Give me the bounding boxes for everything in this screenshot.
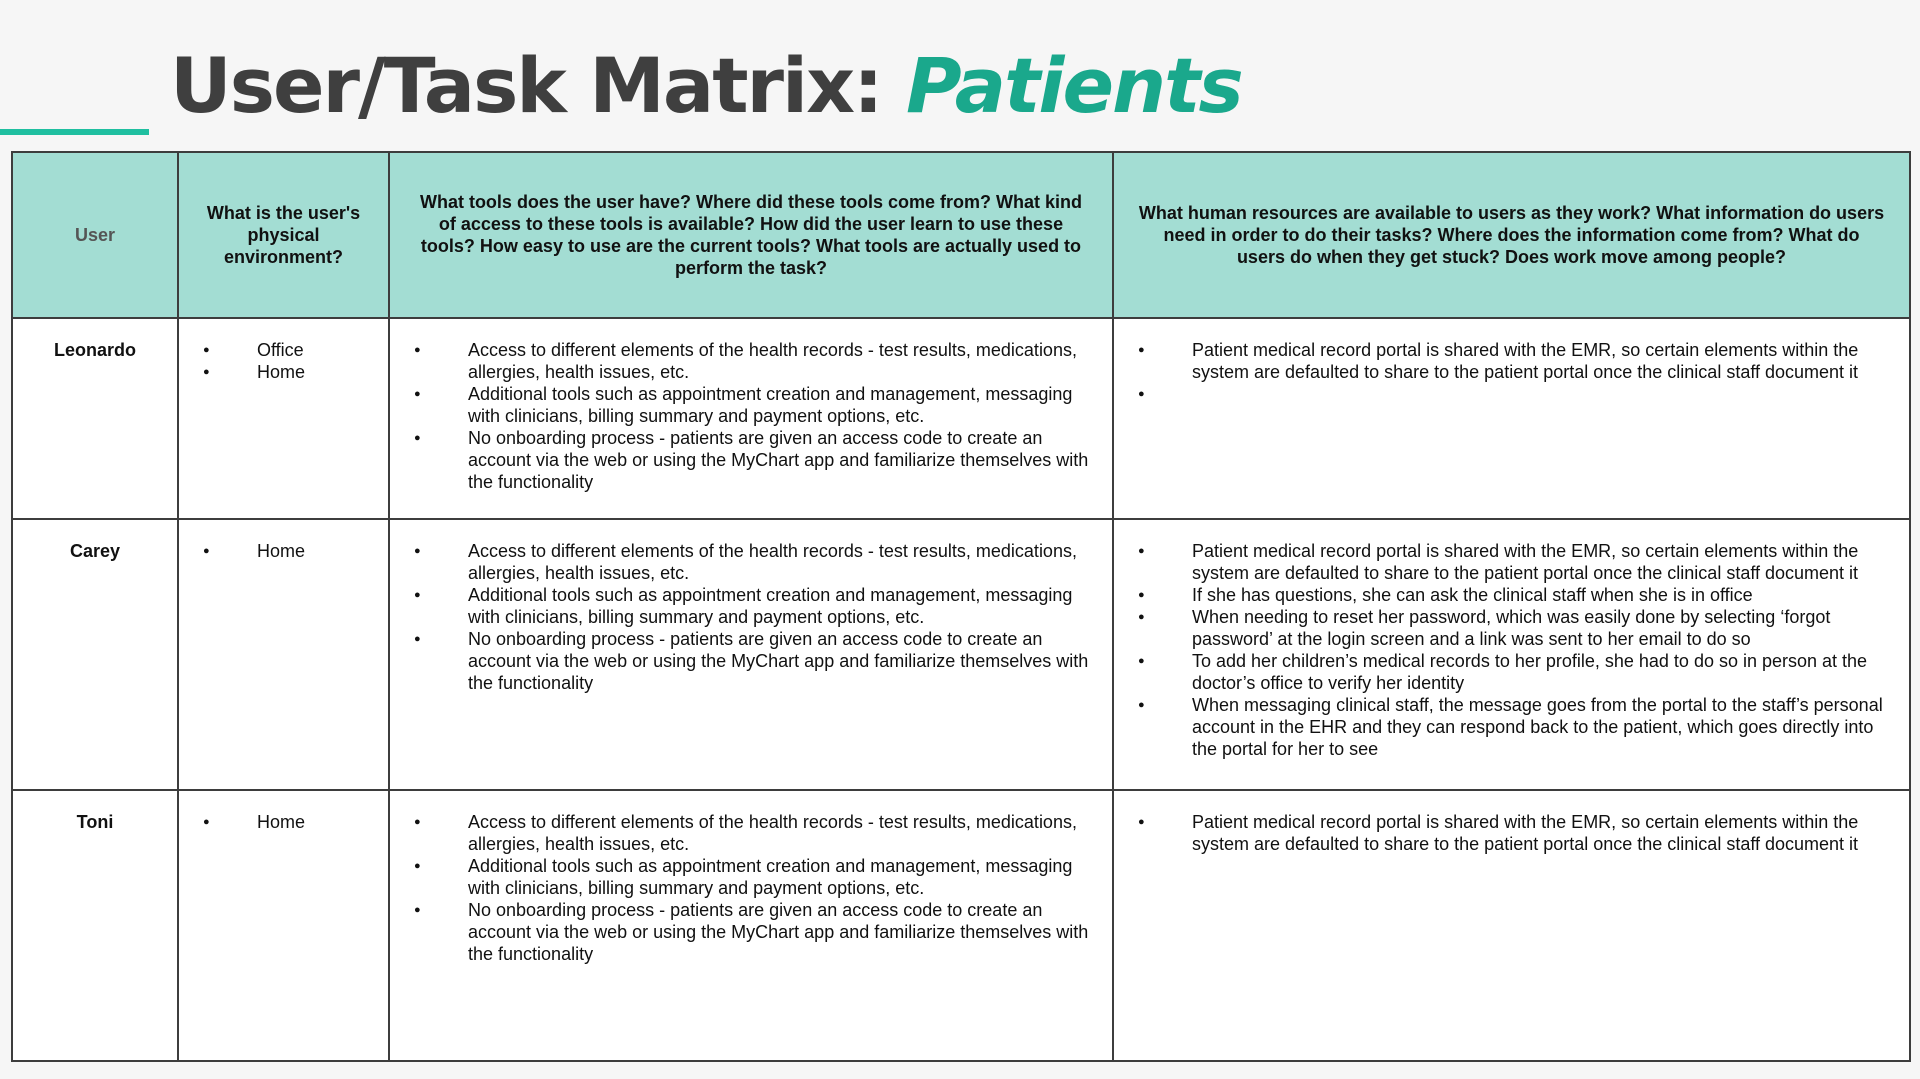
environment-cell — [178, 519, 389, 790]
list-item: ● Additional tools such as appointment creation and management, messaging with clinicians, billing summary and payment options, etc. — [410, 383, 1092, 427]
tools-list — [410, 811, 1092, 965]
title-accent-rule — [0, 129, 149, 135]
header-user: User — [12, 152, 178, 318]
resources-list — [1134, 811, 1889, 855]
table-row — [12, 790, 1910, 1061]
environment-cell — [178, 318, 389, 519]
list-item: ● Home — [199, 361, 368, 383]
list-item: ● When needing to reset her password, which was easily done by selecting ‘forgot password’ at the login screen and a link was sent to her email to do so — [1134, 606, 1889, 650]
list-item: ● Additional tools such as appointment creation and management, messaging with clinicians, billing summary and payment options, etc. — [410, 584, 1092, 628]
list-item: ● Office — [199, 339, 368, 361]
tools-cell — [389, 318, 1113, 519]
list-item: ● No onboarding process - patients are given an access code to create an account via the web or using the MyChart app and familiarize themselves with the functionality — [410, 427, 1092, 493]
header-resources: What human resources are available to users as they work? What information do users need in order to do their tasks? Where does the information come from? What do users do when they get stuck? Does work move among people? — [1113, 152, 1910, 318]
user-task-matrix-table — [11, 151, 1911, 1062]
list-item: ● Home — [199, 811, 368, 833]
tools-list — [410, 540, 1092, 694]
user-name-cell: Leonardo — [12, 318, 178, 519]
resources-cell — [1113, 318, 1910, 519]
page-title — [170, 38, 1242, 134]
resources-cell — [1113, 519, 1910, 790]
list-item: ● To add her children’s medical records to her profile, she had to do so in person at the doctor’s office to verify her identity — [1134, 650, 1889, 694]
title-prefix: User/Task Matrix: — [170, 41, 906, 130]
environment-list — [199, 540, 368, 562]
table-row — [12, 519, 1910, 790]
environment-list — [199, 811, 368, 833]
table-header-row — [12, 152, 1910, 318]
list-item: ● Home — [199, 540, 368, 562]
resources-list — [1134, 339, 1889, 405]
environment-list — [199, 339, 368, 383]
resources-cell — [1113, 790, 1910, 1061]
list-item: ● Patient medical record portal is shared with the EMR, so certain elements within the system are defaulted to share to the patient portal once the clinical staff document it — [1134, 339, 1889, 383]
header-environment: What is the user's physical environment? — [178, 152, 389, 318]
header-tools: What tools does the user have? Where did these tools come from? What kind of access to these tools is available? How did the user learn to use these tools? How easy to use are the current tools? What tools are actually used to perform the task? — [389, 152, 1113, 318]
tools-list — [410, 339, 1092, 493]
list-item: ● No onboarding process - patients are given an access code to create an account via the web or using the MyChart app and familiarize themselves with the functionality — [410, 628, 1092, 694]
list-item: ● If she has questions, she can ask the clinical staff when she is in office — [1134, 584, 1889, 606]
user-name-cell: Carey — [12, 519, 178, 790]
list-item-empty — [1134, 383, 1889, 405]
resources-list — [1134, 540, 1889, 760]
title-accent: Patients — [905, 41, 1242, 130]
list-item: ● Patient medical record portal is shared with the EMR, so certain elements within the system are defaulted to share to the patient portal once the clinical staff document it — [1134, 811, 1889, 855]
list-item: ● Access to different elements of the health records - test results, medications, allergies, health issues, etc. — [410, 540, 1092, 584]
list-item: ● No onboarding process - patients are given an access code to create an account via the web or using the MyChart app and familiarize themselves with the functionality — [410, 899, 1092, 965]
list-item: ● Access to different elements of the health records - test results, medications, allergies, health issues, etc. — [410, 811, 1092, 855]
user-name-cell: Toni — [12, 790, 178, 1061]
environment-cell — [178, 790, 389, 1061]
tools-cell — [389, 790, 1113, 1061]
list-item: ● Patient medical record portal is shared with the EMR, so certain elements within the system are defaulted to share to the patient portal once the clinical staff document it — [1134, 540, 1889, 584]
tools-cell — [389, 519, 1113, 790]
list-item: ● When messaging clinical staff, the message goes from the portal to the staff’s personal account in the EHR and they can respond back to the patient, which goes directly into the portal for her to see — [1134, 694, 1889, 760]
list-item: ● Access to different elements of the health records - test results, medications, allergies, health issues, etc. — [410, 339, 1092, 383]
table-row — [12, 318, 1910, 519]
list-item: ● Additional tools such as appointment creation and management, messaging with clinicians, billing summary and payment options, etc. — [410, 855, 1092, 899]
